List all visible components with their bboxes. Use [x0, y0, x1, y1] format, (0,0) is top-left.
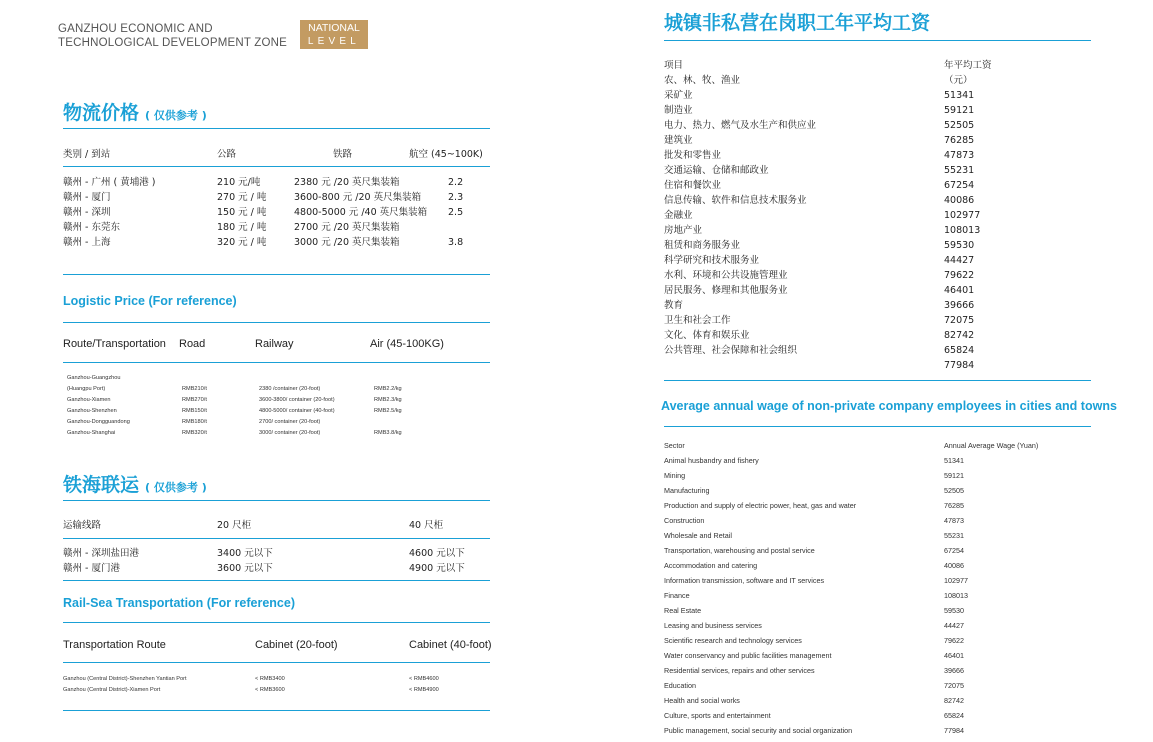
list-item: 信息传输、软件和信息技术服务业 — [664, 195, 807, 206]
list-item: 108013 — [944, 591, 968, 600]
list-item: 59121 — [944, 105, 975, 116]
divider — [664, 426, 1091, 427]
list-item: Mining — [664, 471, 686, 480]
railsea-cn-title — [63, 470, 207, 497]
table-cell: 4600 元以下 — [409, 548, 465, 559]
list-item: 47873 — [944, 516, 964, 525]
list-item: 39666 — [944, 300, 975, 311]
wages-cn-header-sector: 项目 — [664, 60, 684, 71]
list-item: 农、林、牧、渔业 — [664, 75, 741, 86]
logistics-cn-col-road — [217, 175, 266, 250]
table-cell: 4800-5000 元 /40 英尺集装箱 — [294, 207, 428, 218]
table-cell: < RMB3600 — [255, 687, 285, 693]
table-cell: 3600-3800/ container (20-foot) — [259, 397, 335, 403]
divider — [63, 274, 490, 275]
wages-en-title: Average annual wage of non-private company employees in cities and towns — [661, 399, 1117, 413]
list-item: Culture, sports and entertainment — [664, 711, 771, 720]
list-item: Health and social works — [664, 696, 740, 705]
logistics-cn-title-text: 物流价格 — [63, 102, 140, 124]
list-item: 教育 — [664, 300, 684, 311]
list-item: 电力、热力、燃气及水生产和供应业 — [664, 120, 817, 131]
railsea-en-col-20ft — [255, 674, 285, 696]
railsea-cn-title-text: 铁海联运 — [63, 474, 140, 496]
divider — [664, 380, 1091, 381]
list-item: 79622 — [944, 636, 964, 645]
table-cell: RMB2.5/kg — [374, 408, 402, 414]
list-item: 44427 — [944, 621, 964, 630]
list-item: Construction — [664, 516, 705, 525]
list-item: 文化、体育和娱乐业 — [664, 330, 750, 341]
table-cell: RMB320/t — [182, 430, 207, 436]
list-item: Animal husbandry and fishery — [664, 456, 759, 465]
logistics-en-header-air: Air (45-100KG) — [370, 338, 444, 350]
table-cell: (Huangpu Port) — [67, 386, 106, 392]
list-item: 居民服务、修理和其他服务业 — [664, 285, 788, 296]
list-item: 77984 — [944, 726, 964, 735]
table-cell: 210 元/吨 — [217, 177, 261, 188]
table-cell: Ganzhou-Shanghai — [67, 430, 116, 436]
logistics-cn-col-route — [63, 175, 155, 250]
logistics-en-header-rail: Railway — [255, 338, 294, 350]
list-item: 82742 — [944, 696, 964, 705]
divider — [63, 622, 490, 623]
divider — [63, 322, 490, 323]
table-cell: 赣州 - 上海 — [63, 237, 111, 248]
railsea-en-title: Rail-Sea Transportation (For reference) — [63, 596, 296, 610]
list-item: 44427 — [944, 255, 975, 266]
logistics-cn-header-air: 航空 (45~100K) — [409, 149, 483, 160]
table-cell: 3400 元以下 — [217, 548, 273, 559]
table-cell: RMB3.8/kg — [374, 430, 402, 436]
table-cell: 3000 元 /20 英尺集装箱 — [294, 237, 400, 248]
logistics-cn-header-road: 公路 — [217, 149, 237, 160]
railsea-cn-header-route: 运输线路 — [63, 520, 102, 531]
logistics-en-col-air — [374, 384, 402, 439]
table-cell — [374, 417, 402, 428]
divider — [664, 40, 1091, 41]
list-item: 55231 — [944, 165, 975, 176]
table-cell: 赣州 - 厦门港 — [63, 563, 120, 574]
table-cell: Ganzhou (Central District)-Xiamen Port — [63, 687, 161, 693]
table-cell: RMB270/t — [182, 397, 207, 403]
divider — [63, 538, 490, 539]
table-cell — [448, 220, 463, 235]
divider — [63, 500, 490, 501]
logistics-cn-col-air — [448, 175, 463, 250]
table-cell: RMB2.2/kg — [374, 386, 402, 392]
list-item: 55231 — [944, 531, 964, 540]
list-item: Residential services, repairs and other services — [664, 666, 815, 675]
table-cell: 320 元 / 吨 — [217, 237, 267, 248]
logistics-en-col-road — [182, 384, 207, 439]
logistics-cn-col-rail — [294, 175, 427, 250]
wages-en-header-sector: Sector — [664, 441, 685, 450]
table-cell: 180 元 / 吨 — [217, 222, 267, 233]
list-item: 52505 — [944, 120, 975, 131]
logistics-cn-title — [63, 98, 207, 125]
list-item: 65824 — [944, 345, 975, 356]
railsea-en-col-40ft — [409, 674, 439, 696]
wages-cn-header-wage: 年平均工资 — [944, 60, 992, 71]
divider — [63, 166, 490, 167]
list-item: Finance — [664, 591, 690, 600]
railsea-en-header-40ft: Cabinet (40-foot) — [409, 639, 492, 651]
list-item: 59121 — [944, 471, 964, 480]
list-item: 52505 — [944, 486, 964, 495]
divider — [63, 580, 490, 581]
wages-en-sector-list — [664, 453, 856, 738]
table-cell: 赣州 - 深圳盐田港 — [63, 548, 139, 559]
list-item: 76285 — [944, 135, 975, 146]
table-cell: RMB210/t — [182, 386, 207, 392]
railsea-en-header-route: Transportation Route — [63, 639, 166, 651]
railsea-en-col-route — [63, 674, 187, 696]
table-cell: Ganzhou-Xiamen — [67, 397, 111, 403]
list-item: 交通运输、仓储和邮政业 — [664, 165, 769, 176]
table-cell: 2380 /container (20-foot) — [259, 386, 321, 392]
list-item: Accommodation and catering — [664, 561, 758, 570]
logistics-cn-header-route: 类别 / 到站 — [63, 149, 111, 160]
table-cell: RMB150/t — [182, 408, 207, 414]
wages-en-col-wage — [944, 438, 1038, 738]
list-item: 制造业 — [664, 105, 693, 116]
table-cell: 3600 元以下 — [217, 563, 273, 574]
list-item: 65824 — [944, 711, 964, 720]
wages-cn-title: 城镇非私营在岗职工年平均工资 — [664, 12, 931, 34]
zone-name-line1: GANZHOU ECONOMIC AND — [58, 23, 213, 35]
list-item: 租赁和商务服务业 — [664, 240, 741, 251]
list-item: 72075 — [944, 315, 975, 326]
table-cell: 2700 元 /20 英尺集装箱 — [294, 222, 400, 233]
divider — [63, 128, 490, 129]
list-item: 47873 — [944, 150, 975, 161]
zone-name — [58, 22, 287, 50]
railsea-cn-header-20ft: 20 尺柜 — [217, 520, 252, 531]
table-cell: 150 元 / 吨 — [217, 207, 267, 218]
list-item: 67254 — [944, 180, 975, 191]
wages-cn-unit: （元） — [944, 75, 973, 86]
table-cell: < RMB3400 — [255, 676, 285, 682]
national-level-badge — [300, 20, 368, 49]
list-item: 102977 — [944, 576, 968, 585]
logistics-cn-header-rail: 铁路 — [333, 149, 353, 160]
list-item: 51341 — [944, 456, 964, 465]
list-item: 46401 — [944, 651, 964, 660]
logistics-en-header-route: Route/Transportation — [63, 338, 166, 350]
list-item: Manufacturing — [664, 486, 710, 495]
list-item: 76285 — [944, 501, 964, 510]
badge-line1: NATIONAL — [308, 22, 360, 34]
list-item: Wholesale and Retail — [664, 531, 732, 540]
logistics-en-title: Logistic Price (For reference) — [63, 294, 237, 308]
list-item: Education — [664, 681, 696, 690]
wages-en-wage-list — [944, 453, 1038, 738]
list-item: 82742 — [944, 330, 975, 341]
divider — [63, 662, 490, 663]
list-item: 72075 — [944, 681, 964, 690]
logistics-en-header-road: Road — [179, 338, 206, 350]
list-item: 51341 — [944, 90, 975, 101]
table-cell: 2.2 — [448, 177, 464, 188]
wages-en-col-sector — [664, 438, 856, 738]
table-cell: 2700/ container (20-foot) — [259, 419, 321, 425]
list-item: Production and supply of electric power, heat, gas and water — [664, 501, 857, 510]
list-item: Real Estate — [664, 606, 702, 615]
list-item: 采矿业 — [664, 90, 693, 101]
list-item: Transportation, warehousing and postal service — [664, 546, 815, 555]
badge-line2: LEVEL — [307, 36, 361, 47]
wages-cn-sector-list — [664, 73, 816, 358]
table-cell: 3600-800 元 /20 英尺集装箱 — [294, 192, 422, 203]
list-item: 40086 — [944, 195, 975, 206]
table-cell: 赣州 - 深圳 — [63, 207, 111, 218]
table-cell: 2.3 — [448, 192, 464, 203]
list-item: 59530 — [944, 240, 975, 251]
list-item: 批发和零售业 — [664, 150, 722, 161]
zone-name-line2: TECHNOLOGICAL DEVELOPMENT ZONE — [58, 37, 288, 49]
railsea-en-header-20ft: Cabinet (20-foot) — [255, 639, 338, 651]
wages-en-header-wage: Annual Average Wage (Yuan) — [944, 441, 1039, 450]
list-item: 科学研究和技术服务业 — [664, 255, 760, 266]
table-cell: Ganzhou-Guangzhou — [67, 375, 121, 381]
list-item: 67254 — [944, 546, 964, 555]
wages-cn-wage-list — [944, 88, 992, 373]
table-cell: 赣州 - 广州 ( 黄埔港 ) — [63, 177, 156, 188]
table-cell: 2.5 — [448, 207, 464, 218]
table-cell: 2380 元 /20 英尺集装箱 — [294, 177, 400, 188]
logistics-en-col-route — [67, 373, 130, 439]
list-item: Information transmission, software and IT services — [664, 576, 825, 585]
list-item: 59530 — [944, 606, 964, 615]
divider — [63, 710, 490, 711]
table-cell: Ganzhou-Shenzhen — [67, 408, 117, 414]
table-cell: 4800-5000/ container (40-foot) — [259, 408, 335, 414]
list-item: Public management, social security and social organization — [664, 726, 853, 735]
railsea-cn-header-40ft: 40 尺柜 — [409, 520, 444, 531]
wages-cn-col-wage — [944, 58, 992, 373]
list-item: Water conservancy and public facilities management — [664, 651, 832, 660]
table-cell: 3.8 — [448, 237, 464, 248]
table-cell: 3000/ container (20-foot) — [259, 430, 321, 436]
table-cell: 4900 元以下 — [409, 563, 465, 574]
table-cell: 270 元 / 吨 — [217, 192, 267, 203]
list-item: 40086 — [944, 561, 964, 570]
list-item: 水利、环境和公共设施管理业 — [664, 270, 788, 281]
table-cell: 赣州 - 厦门 — [63, 192, 111, 203]
table-cell: 赣州 - 东莞东 — [63, 222, 120, 233]
logistics-cn-note: ( 仅供参考 ) — [145, 109, 207, 122]
list-item: 房地产业 — [664, 225, 703, 236]
list-item: 77984 — [944, 360, 975, 371]
list-item: 建筑业 — [664, 135, 693, 146]
table-cell: RMB180/t — [182, 419, 207, 425]
list-item: 46401 — [944, 285, 975, 296]
railsea-cn-col-route — [63, 546, 139, 576]
table-cell: Ganzhou-Dongguandong — [67, 419, 130, 425]
list-item: 79622 — [944, 270, 975, 281]
wages-cn-col-sector — [664, 58, 816, 358]
list-item: 39666 — [944, 666, 964, 675]
list-item: 102977 — [944, 210, 981, 221]
list-item: 金融业 — [664, 210, 693, 221]
table-cell: < RMB4600 — [409, 676, 439, 682]
table-cell: Ganzhou (Central District)-Shenzhen Yantian Port — [63, 676, 187, 682]
table-cell: RMB2.3/kg — [374, 397, 402, 403]
list-item: 卫生和社会工作 — [664, 315, 731, 326]
railsea-cn-note: ( 仅供参考 ) — [145, 481, 207, 494]
railsea-cn-col-40ft — [409, 546, 465, 576]
list-item: Leasing and business services — [664, 621, 762, 630]
list-item: 住宿和餐饮业 — [664, 180, 722, 191]
list-item: Scientific research and technology services — [664, 636, 802, 645]
table-cell: < RMB4900 — [409, 687, 439, 693]
divider — [63, 362, 490, 363]
logistics-en-col-rail — [259, 384, 335, 439]
railsea-cn-col-20ft — [217, 546, 273, 576]
list-item: 108013 — [944, 225, 981, 236]
list-item: 公共管理、社会保障和社会组织 — [664, 345, 798, 356]
